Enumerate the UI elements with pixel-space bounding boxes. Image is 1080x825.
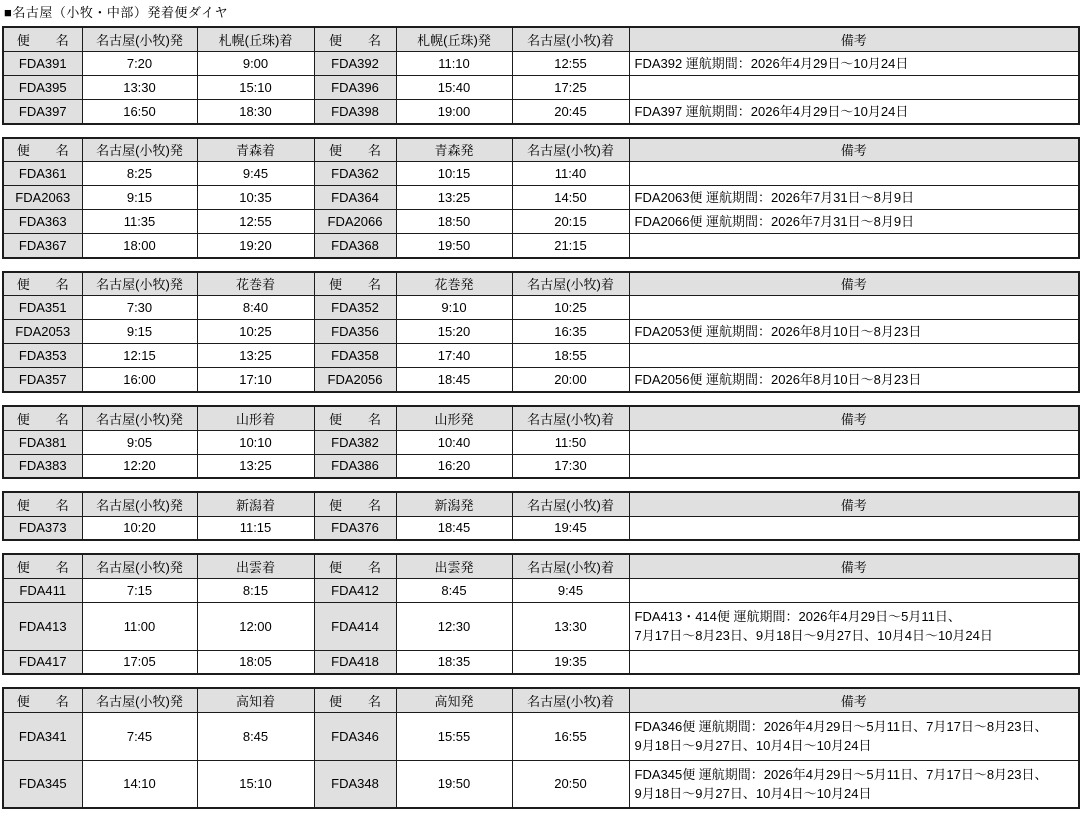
return-arrival-time-cell: 20:00 [512, 368, 629, 393]
remarks-line: FDA346便 運航期間：2026年4月29日～5月11日、7月17日～8月23日、 [634, 719, 1048, 734]
return-departure-time-cell: 15:20 [396, 320, 512, 344]
remarks-cell [629, 578, 1079, 602]
return-departure-time-cell: 15:55 [396, 712, 512, 760]
outbound-flight-cell: FDA397 [3, 99, 82, 124]
remarks-line: 9月18日～9月27日、10月4日～10月24日 [634, 738, 872, 753]
outbound-arrival-time-cell: 10:10 [197, 430, 314, 454]
return-arrival-time-cell: 19:35 [512, 650, 629, 674]
col-header-flight-outbound: 便 名 [3, 406, 82, 430]
outbound-arrival-time-cell: 18:30 [197, 99, 314, 124]
outbound-arrival-time-cell: 11:15 [197, 516, 314, 540]
return-flight-cell: FDA396 [314, 75, 396, 99]
outbound-departure-time-cell: 11:00 [82, 602, 197, 650]
outbound-arrival-time-cell: 19:20 [197, 234, 314, 258]
remarks-line: FDA2066便 運航期間：2026年7月31日～8月9日 [634, 214, 915, 229]
col-header-out-arrival: 花巻着 [197, 272, 314, 296]
col-header-out-departure: 名古屋(小牧)発 [82, 27, 197, 51]
return-departure-time-cell: 13:25 [396, 186, 512, 210]
col-header-ret-arrival: 名古屋(小牧)着 [512, 272, 629, 296]
return-departure-time-cell: 17:40 [396, 344, 512, 368]
outbound-flight-cell: FDA351 [3, 296, 82, 320]
outbound-arrival-time-cell: 8:45 [197, 712, 314, 760]
table-row [3, 368, 1079, 393]
return-flight-cell: FDA364 [314, 186, 396, 210]
col-header-ret-arrival: 名古屋(小牧)着 [512, 138, 629, 162]
return-arrival-time-cell: 19:45 [512, 516, 629, 540]
return-flight-cell: FDA358 [314, 344, 396, 368]
timetable-yamagata [2, 405, 1080, 479]
col-header-out-arrival: 出雲着 [197, 554, 314, 578]
return-departure-time-cell: 19:50 [396, 234, 512, 258]
col-header-flight-return: 便 名 [314, 406, 396, 430]
remarks-cell [629, 760, 1079, 808]
outbound-flight-cell: FDA417 [3, 650, 82, 674]
col-header-flight-return: 便 名 [314, 272, 396, 296]
return-departure-time-cell: 10:40 [396, 430, 512, 454]
return-flight-cell: FDA414 [314, 602, 396, 650]
timetable-niigata [2, 491, 1080, 541]
outbound-arrival-time-cell: 9:45 [197, 162, 314, 186]
table-row [3, 296, 1079, 320]
remarks-cell [629, 368, 1079, 393]
col-header-out-departure: 名古屋(小牧)発 [82, 272, 197, 296]
table-row [3, 51, 1079, 75]
col-header-ret-arrival: 名古屋(小牧)着 [512, 492, 629, 516]
table-row [3, 75, 1079, 99]
col-header-flight-return: 便 名 [314, 27, 396, 51]
table-row [3, 516, 1079, 540]
outbound-flight-cell: FDA353 [3, 344, 82, 368]
outbound-arrival-time-cell: 15:10 [197, 75, 314, 99]
table-row [3, 578, 1079, 602]
return-arrival-time-cell: 21:15 [512, 234, 629, 258]
table-row [3, 210, 1079, 234]
table-row [3, 320, 1079, 344]
return-arrival-time-cell: 16:35 [512, 320, 629, 344]
outbound-flight-cell: FDA391 [3, 51, 82, 75]
timetable-kochi [2, 687, 1080, 809]
return-flight-cell: FDA382 [314, 430, 396, 454]
col-header-out-arrival: 新潟着 [197, 492, 314, 516]
outbound-departure-time-cell: 8:25 [82, 162, 197, 186]
return-flight-cell: FDA418 [314, 650, 396, 674]
outbound-arrival-time-cell: 12:00 [197, 602, 314, 650]
col-header-remarks: 備考 [629, 688, 1079, 712]
outbound-arrival-time-cell: 13:25 [197, 344, 314, 368]
col-header-out-departure: 名古屋(小牧)発 [82, 492, 197, 516]
outbound-departure-time-cell: 12:15 [82, 344, 197, 368]
header-row [3, 138, 1079, 162]
col-header-ret-departure: 山形発 [396, 406, 512, 430]
return-arrival-time-cell: 10:25 [512, 296, 629, 320]
remarks-cell [629, 712, 1079, 760]
col-header-ret-departure: 高知発 [396, 688, 512, 712]
return-arrival-time-cell: 18:55 [512, 344, 629, 368]
outbound-departure-time-cell: 12:20 [82, 454, 197, 478]
table-row [3, 99, 1079, 124]
return-arrival-time-cell: 16:55 [512, 712, 629, 760]
table-row [3, 454, 1079, 478]
remarks-cell [629, 602, 1079, 650]
col-header-flight-return: 便 名 [314, 688, 396, 712]
header-row [3, 406, 1079, 430]
remarks-cell [629, 296, 1079, 320]
return-departure-time-cell: 18:45 [396, 516, 512, 540]
remarks-cell [629, 320, 1079, 344]
timetable-hanamaki [2, 271, 1080, 394]
outbound-arrival-time-cell: 13:25 [197, 454, 314, 478]
remarks-cell [629, 344, 1079, 368]
remarks-line: 9月18日～9月27日、10月4日～10月24日 [634, 785, 872, 801]
table-row [3, 234, 1079, 258]
col-header-out-arrival: 高知着 [197, 688, 314, 712]
timetable-aomori [2, 137, 1080, 259]
table-row [3, 344, 1079, 368]
outbound-arrival-time-cell: 12:55 [197, 210, 314, 234]
outbound-flight-cell: FDA2063 [3, 186, 82, 210]
outbound-flight-cell: FDA413 [3, 602, 82, 650]
col-header-flight-return: 便 名 [314, 138, 396, 162]
remarks-line: FDA397 運航期間：2026年4月29日～10月24日 [634, 103, 909, 119]
outbound-departure-time-cell: 13:30 [82, 75, 197, 99]
col-header-ret-departure: 新潟発 [396, 492, 512, 516]
return-flight-cell: FDA348 [314, 760, 396, 808]
header-row [3, 272, 1079, 296]
return-arrival-time-cell: 13:30 [512, 602, 629, 650]
col-header-remarks: 備考 [629, 406, 1079, 430]
outbound-flight-cell: FDA357 [3, 368, 82, 393]
col-header-remarks: 備考 [629, 138, 1079, 162]
outbound-flight-cell: FDA363 [3, 210, 82, 234]
outbound-flight-cell: FDA383 [3, 454, 82, 478]
outbound-departure-time-cell: 16:00 [82, 368, 197, 393]
table-row [3, 430, 1079, 454]
return-arrival-time-cell: 11:40 [512, 162, 629, 186]
remarks-line: FDA345便 運航期間：2026年4月29日～5月11日、7月17日～8月23日、 [634, 766, 1048, 782]
return-flight-cell: FDA2066 [314, 210, 396, 234]
remarks-cell [629, 454, 1079, 478]
outbound-flight-cell: FDA2053 [3, 320, 82, 344]
remarks-cell [629, 516, 1079, 540]
return-departure-time-cell: 18:50 [396, 210, 512, 234]
outbound-flight-cell: FDA345 [3, 760, 82, 808]
col-header-out-departure: 名古屋(小牧)発 [82, 688, 197, 712]
remarks-cell [629, 430, 1079, 454]
col-header-remarks: 備考 [629, 272, 1079, 296]
return-arrival-time-cell: 17:25 [512, 75, 629, 99]
outbound-departure-time-cell: 9:05 [82, 430, 197, 454]
outbound-arrival-time-cell: 10:25 [197, 320, 314, 344]
outbound-arrival-time-cell: 18:05 [197, 650, 314, 674]
remarks-cell [629, 234, 1079, 258]
return-departure-time-cell: 12:30 [396, 602, 512, 650]
outbound-arrival-time-cell: 10:35 [197, 186, 314, 210]
return-departure-time-cell: 16:20 [396, 454, 512, 478]
outbound-arrival-time-cell: 17:10 [197, 368, 314, 393]
return-flight-cell: FDA386 [314, 454, 396, 478]
outbound-departure-time-cell: 9:15 [82, 320, 197, 344]
header-row [3, 492, 1079, 516]
col-header-remarks: 備考 [629, 492, 1079, 516]
return-arrival-time-cell: 20:45 [512, 99, 629, 124]
return-flight-cell: FDA2056 [314, 368, 396, 393]
remarks-line: FDA413・414便 運航期間：2026年4月29日～5月11日、 [634, 609, 961, 624]
col-header-ret-departure: 出雲発 [396, 554, 512, 578]
outbound-arrival-time-cell: 8:40 [197, 296, 314, 320]
remarks-line: 7月17日～8月23日、9月18日～9月27日、10月4日～10月24日 [634, 628, 993, 643]
outbound-departure-time-cell: 17:05 [82, 650, 197, 674]
col-header-ret-arrival: 名古屋(小牧)着 [512, 554, 629, 578]
page-title: ■名古屋（小牧・中部）発着便ダイヤ [4, 5, 229, 20]
col-header-out-departure: 名古屋(小牧)発 [82, 406, 197, 430]
col-header-ret-departure: 札幌(丘珠)発 [396, 27, 512, 51]
return-arrival-time-cell: 9:45 [512, 578, 629, 602]
return-departure-time-cell: 10:15 [396, 162, 512, 186]
return-flight-cell: FDA368 [314, 234, 396, 258]
return-departure-time-cell: 19:00 [396, 99, 512, 124]
return-flight-cell: FDA352 [314, 296, 396, 320]
header-row [3, 554, 1079, 578]
outbound-arrival-time-cell: 8:15 [197, 578, 314, 602]
outbound-flight-cell: FDA411 [3, 578, 82, 602]
outbound-flight-cell: FDA395 [3, 75, 82, 99]
outbound-departure-time-cell: 7:30 [82, 296, 197, 320]
outbound-departure-time-cell: 18:00 [82, 234, 197, 258]
outbound-flight-cell: FDA367 [3, 234, 82, 258]
col-header-ret-departure: 花巻発 [396, 272, 512, 296]
return-arrival-time-cell: 20:50 [512, 760, 629, 808]
col-header-out-arrival: 青森着 [197, 138, 314, 162]
return-departure-time-cell: 9:10 [396, 296, 512, 320]
remarks-line: FDA2056便 運航期間：2026年8月10日～8月23日 [634, 372, 922, 387]
return-flight-cell: FDA412 [314, 578, 396, 602]
remarks-cell [629, 210, 1079, 234]
col-header-ret-arrival: 名古屋(小牧)着 [512, 27, 629, 51]
table-row [3, 602, 1079, 650]
col-header-flight-outbound: 便 名 [3, 492, 82, 516]
remarks-cell [629, 75, 1079, 99]
outbound-departure-time-cell: 7:20 [82, 51, 197, 75]
col-header-flight-outbound: 便 名 [3, 138, 82, 162]
return-departure-time-cell: 18:45 [396, 368, 512, 393]
return-flight-cell: FDA346 [314, 712, 396, 760]
remarks-line: FDA392 運航期間：2026年4月29日～10月24日 [634, 55, 909, 71]
table-row [3, 186, 1079, 210]
outbound-departure-time-cell: 16:50 [82, 99, 197, 124]
col-header-out-arrival: 山形着 [197, 406, 314, 430]
timetables-container [2, 26, 1078, 809]
col-header-ret-departure: 青森発 [396, 138, 512, 162]
col-header-out-arrival: 札幌(丘珠)着 [197, 27, 314, 51]
remarks-cell [629, 51, 1079, 75]
return-arrival-time-cell: 14:50 [512, 186, 629, 210]
header-row [3, 688, 1079, 712]
outbound-flight-cell: FDA373 [3, 516, 82, 540]
outbound-arrival-time-cell: 9:00 [197, 51, 314, 75]
return-flight-cell: FDA362 [314, 162, 396, 186]
return-arrival-time-cell: 11:50 [512, 430, 629, 454]
outbound-departure-time-cell: 10:20 [82, 516, 197, 540]
remarks-line: FDA2053便 運航期間：2026年8月10日～8月23日 [634, 324, 922, 339]
return-arrival-time-cell: 17:30 [512, 454, 629, 478]
return-departure-time-cell: 19:50 [396, 760, 512, 808]
outbound-flight-cell: FDA361 [3, 162, 82, 186]
col-header-ret-arrival: 名古屋(小牧)着 [512, 688, 629, 712]
remarks-cell [629, 162, 1079, 186]
col-header-flight-return: 便 名 [314, 554, 396, 578]
table-row [3, 650, 1079, 674]
table-row [3, 760, 1079, 808]
outbound-flight-cell: FDA341 [3, 712, 82, 760]
header-row [3, 27, 1079, 51]
return-flight-cell: FDA356 [314, 320, 396, 344]
return-arrival-time-cell: 12:55 [512, 51, 629, 75]
table-row [3, 712, 1079, 760]
return-departure-time-cell: 8:45 [396, 578, 512, 602]
timetable-sapporo-okadama [2, 26, 1080, 125]
outbound-departure-time-cell: 7:15 [82, 578, 197, 602]
remarks-cell [629, 99, 1079, 124]
table-row [3, 162, 1079, 186]
col-header-flight-outbound: 便 名 [3, 554, 82, 578]
col-header-out-departure: 名古屋(小牧)発 [82, 138, 197, 162]
return-departure-time-cell: 11:10 [396, 51, 512, 75]
col-header-ret-arrival: 名古屋(小牧)着 [512, 406, 629, 430]
remarks-line: FDA2063便 運航期間：2026年7月31日～8月9日 [634, 190, 915, 205]
col-header-flight-return: 便 名 [314, 492, 396, 516]
col-header-flight-outbound: 便 名 [3, 272, 82, 296]
outbound-departure-time-cell: 14:10 [82, 760, 197, 808]
col-header-remarks: 備考 [629, 27, 1079, 51]
remarks-cell [629, 186, 1079, 210]
col-header-flight-outbound: 便 名 [3, 688, 82, 712]
return-flight-cell: FDA392 [314, 51, 396, 75]
outbound-flight-cell: FDA381 [3, 430, 82, 454]
col-header-remarks: 備考 [629, 554, 1079, 578]
return-flight-cell: FDA398 [314, 99, 396, 124]
remarks-cell [629, 650, 1079, 674]
return-flight-cell: FDA376 [314, 516, 396, 540]
outbound-departure-time-cell: 9:15 [82, 186, 197, 210]
outbound-arrival-time-cell: 15:10 [197, 760, 314, 808]
timetable-izumo [2, 553, 1080, 675]
col-header-flight-outbound: 便 名 [3, 27, 82, 51]
return-departure-time-cell: 15:40 [396, 75, 512, 99]
return-departure-time-cell: 18:35 [396, 650, 512, 674]
col-header-out-departure: 名古屋(小牧)発 [82, 554, 197, 578]
outbound-departure-time-cell: 11:35 [82, 210, 197, 234]
outbound-departure-time-cell: 7:45 [82, 712, 197, 760]
return-arrival-time-cell: 20:15 [512, 210, 629, 234]
